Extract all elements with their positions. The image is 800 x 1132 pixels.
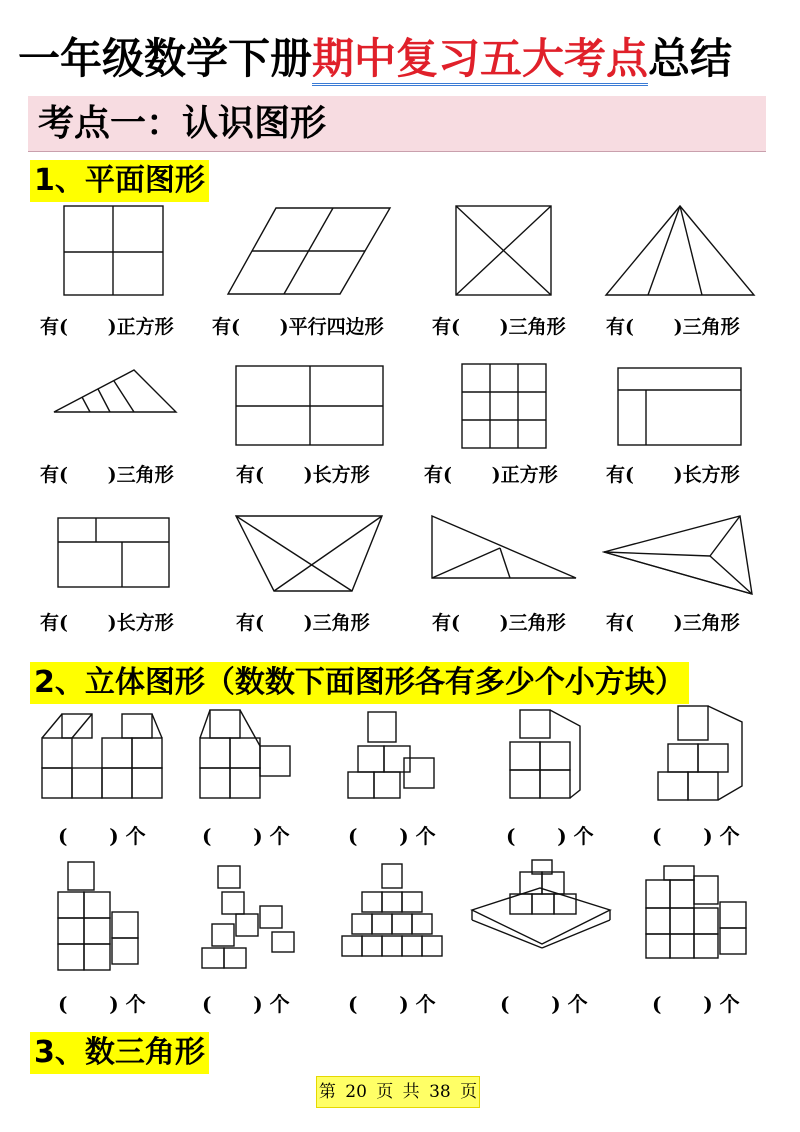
cube-stack-figure bbox=[198, 706, 296, 802]
square-diagonals-figure bbox=[454, 204, 554, 298]
plane-label: 有( )三角形 bbox=[432, 612, 566, 634]
plane-label: 有( )正方形 bbox=[40, 316, 174, 338]
cube-stack-figure bbox=[656, 702, 748, 802]
cube-stack-figure bbox=[470, 858, 612, 950]
cube-stack-figure bbox=[56, 858, 144, 974]
cube-count-label: ( ) 个 bbox=[506, 824, 594, 848]
plane-label: 有( )长方形 bbox=[236, 464, 370, 486]
cube-stack-figure bbox=[40, 706, 166, 802]
cube-count-label: ( ) 个 bbox=[652, 992, 740, 1016]
parallelogram-figure bbox=[226, 206, 394, 296]
flat-triangle-figure bbox=[52, 366, 178, 416]
square-grid-figure bbox=[62, 204, 166, 298]
plane-label: 有( )正方形 bbox=[424, 464, 558, 486]
plane-label: 有( )三角形 bbox=[606, 612, 740, 634]
trapezoid-figure bbox=[234, 514, 384, 594]
plane-label: 有( )三角形 bbox=[40, 464, 174, 486]
triangle-fan-figure bbox=[604, 204, 756, 298]
plane-label: 有( )三角形 bbox=[606, 316, 740, 338]
cube-count-label: ( ) 个 bbox=[58, 824, 146, 848]
plane-label: 有( )长方形 bbox=[606, 464, 740, 486]
square-3x3-grid-figure bbox=[460, 362, 548, 450]
cube-stack-figure bbox=[196, 862, 300, 972]
rectangle-partition-figure bbox=[56, 516, 172, 590]
part3-heading: 3、数三角形 bbox=[30, 1032, 209, 1074]
plane-label: 有( )三角形 bbox=[432, 316, 566, 338]
cube-count-label: ( ) 个 bbox=[348, 992, 436, 1016]
page-title: 一年级数学下册期中复习五大考点总结 bbox=[18, 22, 788, 96]
cube-count-label: ( ) 个 bbox=[58, 992, 146, 1016]
section-heading: 考点一：认识图形 bbox=[28, 96, 766, 152]
arrow-triangle-figure bbox=[602, 512, 754, 596]
right-triangle-figure bbox=[430, 514, 578, 580]
cube-count-label: ( ) 个 bbox=[500, 992, 588, 1016]
cube-count-label: ( ) 个 bbox=[652, 824, 740, 848]
cube-count-label: ( ) 个 bbox=[202, 824, 290, 848]
cube-stack-figure bbox=[508, 706, 584, 802]
plane-label: 有( )长方形 bbox=[40, 612, 174, 634]
cube-count-label: ( ) 个 bbox=[348, 824, 436, 848]
cube-stack-figure bbox=[338, 858, 446, 964]
rectangle-quarters-figure bbox=[234, 364, 386, 448]
page-number-footer: 第 20 页 共 38 页 bbox=[316, 1076, 480, 1108]
cube-count-label: ( ) 个 bbox=[202, 992, 290, 1016]
cube-stack-figure bbox=[640, 862, 752, 964]
part1-heading: 1、平面图形 bbox=[30, 160, 209, 202]
plane-label: 有( )三角形 bbox=[236, 612, 370, 634]
cube-stack-figure bbox=[344, 706, 442, 802]
rectangle-nested-figure bbox=[616, 366, 744, 448]
plane-label: 有( )平行四边形 bbox=[212, 316, 384, 338]
part2-heading: 2、立体图形（数数下面图形各有多少个小方块） bbox=[30, 662, 689, 704]
